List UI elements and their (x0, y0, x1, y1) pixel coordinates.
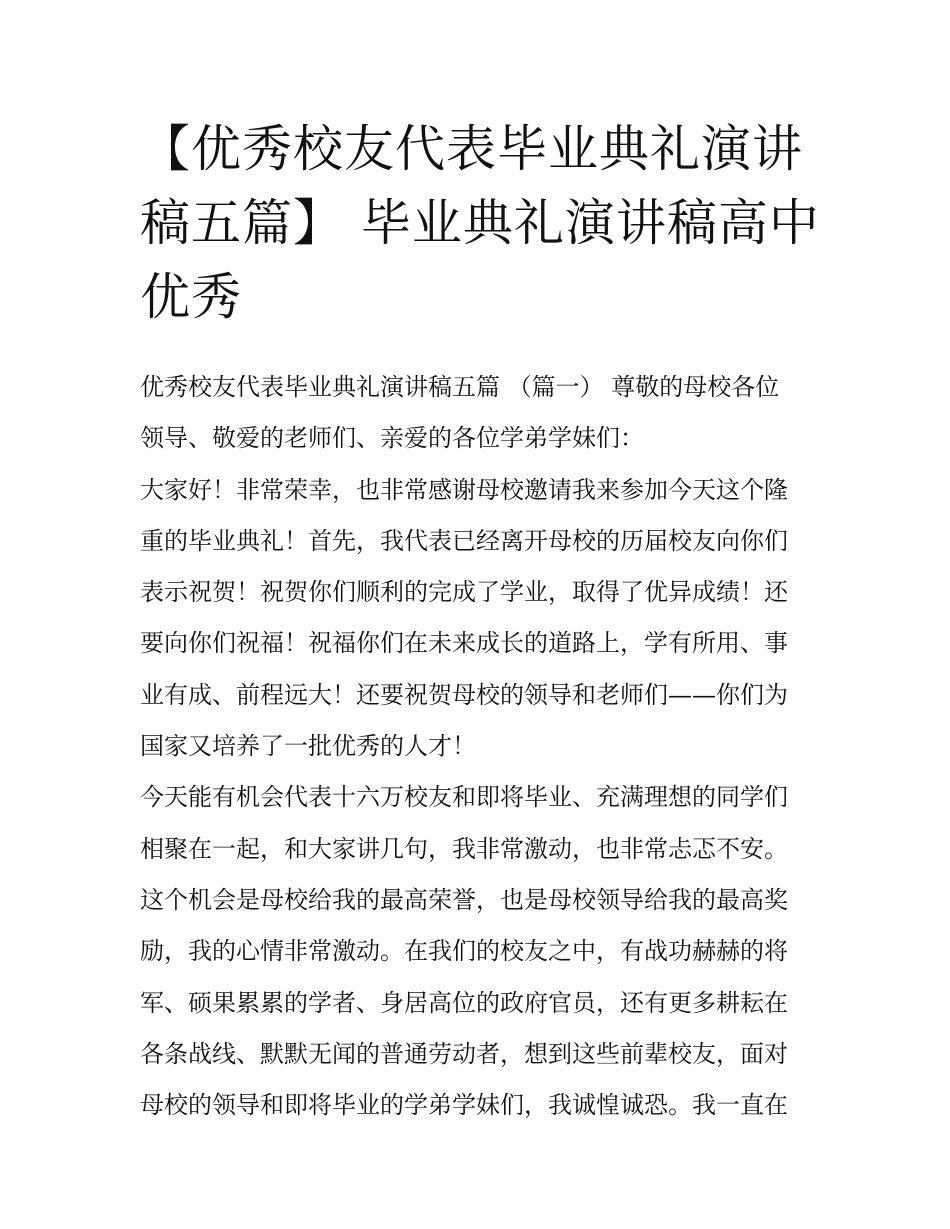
paragraph-body (140, 772, 812, 1131)
text-line: 重的毕业典礼！首先，我代表已经离开母校的历届校友向你们 (140, 526, 788, 555)
title-line: 【优秀校友代表毕业典礼演讲 (140, 120, 803, 178)
document-body (140, 362, 812, 1131)
text-line: 相聚在一起，和大家讲几句，我非常激动，也非常忐忑不安。 (140, 834, 788, 863)
text-line: 各条战线、默默无闻的普通劳动者，想到这些前辈校友，面对 (140, 1039, 788, 1068)
text-line: 表示祝贺！祝贺你们顺利的完成了学业，取得了优异成绩！还 (140, 578, 788, 607)
text-line: 母校的领导和即将毕业的学弟学妹们，我诚惶诚恐。我一直在 (140, 1091, 788, 1120)
text-line: 国家又培养了一批优秀的人才！ (140, 732, 476, 761)
text-line: 领导、敬爱的老师们、亲爱的各位学弟学妹们： (140, 424, 644, 453)
paragraph-salutation (140, 362, 812, 465)
document-title (140, 112, 820, 334)
text-line: 大家好！非常荣幸，也非常感谢母校邀请我来参加今天这个隆 (140, 475, 788, 504)
text-line: 军、硕果累累的学者、身居高位的政府官员，还有更多耕耘在 (140, 988, 788, 1017)
title-line: 优秀 (140, 268, 242, 326)
text-line: 优秀校友代表毕业典礼演讲稿五篇 （篇一） 尊敬的母校各位 (140, 373, 780, 401)
text-line: 业有成、前程远大！还要祝贺母校的领导和老师们——你们为 (140, 680, 788, 709)
text-line: 励，我的心情非常激动。在我们的校友之中，有战功赫赫的将 (140, 937, 788, 966)
title-line: 稿五篇】 毕业典礼演讲稿高中 (140, 194, 820, 252)
paragraph-greeting (140, 465, 812, 773)
document-content (140, 112, 820, 1131)
text-line: 要向你们祝福！祝福你们在未来成长的道路上，学有所用、事 (140, 629, 788, 658)
text-line: 今天能有机会代表十六万校友和即将毕业、充满理想的同学们 (140, 783, 788, 812)
text-line: 这个机会是母校给我的最高荣誉，也是母校领导给我的最高奖 (140, 885, 788, 914)
